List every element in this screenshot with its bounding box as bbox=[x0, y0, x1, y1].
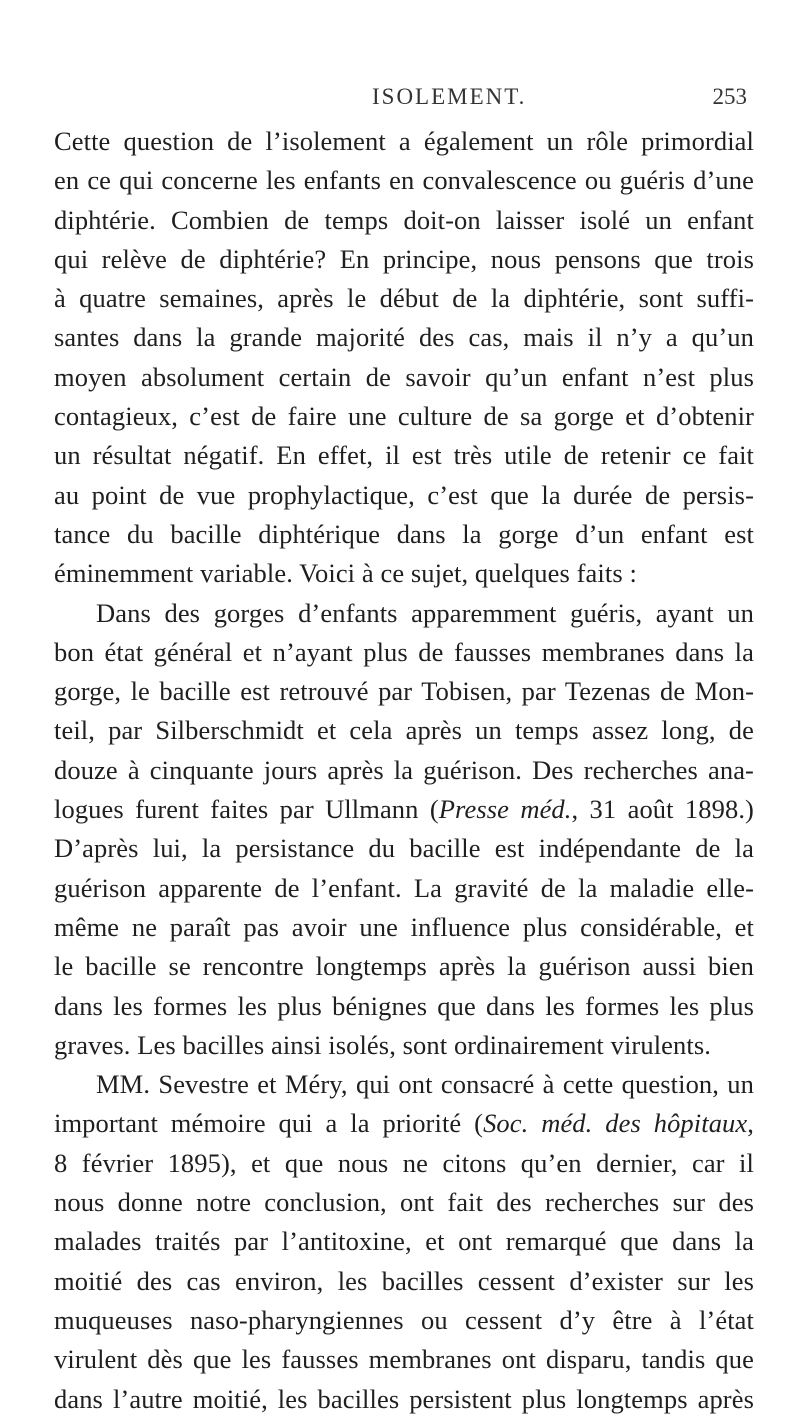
text-line: douze à cinquante jours après la guérison. Des recherches ana- bbox=[54, 754, 754, 785]
text-line: en ce qui concerne les enfants en convalescence ou guéris d’une bbox=[54, 165, 754, 196]
text-line: éminemment variable. Voici à ce sujet, quelques faits : bbox=[54, 558, 637, 589]
text-line: graves. Les bacilles ainsi isolés, sont ordinairement virulents. bbox=[54, 1029, 711, 1060]
text-line: D’après lui, la persistance du bacille est indépendante de la bbox=[54, 833, 754, 864]
text-line: moitié des cas environ, les bacilles cessent d’exister sur les bbox=[54, 1265, 754, 1296]
text-line: moyen absolument certain de savoir qu’un enfant n’est plus bbox=[54, 361, 754, 392]
text-after-italic: , 31 août 1898.) bbox=[571, 794, 754, 825]
text-line: à quatre semaines, après le début de la diphtérie, sont suffi- bbox=[54, 283, 754, 314]
text-line: dans l’autre moitié, les bacilles persistent plus longtemps après bbox=[54, 1383, 754, 1414]
text-line: gorge, le bacille est retrouvé par Tobisen, par Tezenas de Mon- bbox=[54, 676, 754, 707]
text-line: contagieux, c’est de faire une culture de sa gorge et d’obtenir bbox=[54, 401, 754, 432]
journal-reference: Soc. méd. des hôpitaux bbox=[483, 1108, 748, 1139]
running-title: ISOLEMENT. bbox=[372, 84, 527, 109]
text-line: qui relève de diphtérie? En principe, nous pensons que trois bbox=[54, 243, 754, 274]
citation-line bbox=[54, 790, 754, 829]
text-line: bon état général et n’ayant plus de fausses membranes dans la bbox=[54, 636, 754, 667]
text-line: au point de vue prophylactique, c’est que la durée de persis- bbox=[54, 479, 754, 510]
text-after-italic: , bbox=[747, 1108, 754, 1139]
page-number: 253 bbox=[712, 84, 747, 109]
paragraph-start-line: MM. Sevestre et Méry, qui ont consacré à cette question, un bbox=[96, 1069, 754, 1100]
text-line: teil, par Silberschmidt et cela après un temps assez long, de bbox=[54, 715, 754, 746]
text-line: muqueuses naso-pharyngiennes ou cessent d’y être à l’état bbox=[54, 1304, 754, 1335]
text-before-italic: important mémoire qui a la priorité ( bbox=[54, 1108, 484, 1139]
paragraph-start-line: Dans des gorges d’enfants apparemment guéris, ayant un bbox=[96, 597, 754, 628]
text-line: 8 février 1895), et que nous ne citons qu’en dernier, car il bbox=[54, 1147, 754, 1178]
journal-reference: Presse méd. bbox=[438, 794, 572, 825]
text-line: guérison apparente de l’enfant. La gravité de la maladie elle- bbox=[54, 872, 754, 903]
text-line: diphtérie. Combien de temps doit-on laisser isolé un enfant bbox=[54, 204, 754, 235]
citation-line bbox=[54, 1104, 754, 1143]
text-line: santes dans la grande majorité des cas, mais il n’y a qu’un bbox=[54, 322, 754, 353]
text-line: le bacille se rencontre longtemps après la guérison aussi bien bbox=[54, 951, 754, 982]
text-line: nous donne notre conclusion, ont fait des recherches sur des bbox=[54, 1187, 754, 1218]
text-line: un résultat négatif. En effet, il est très utile de retenir ce fait bbox=[54, 440, 754, 471]
text-line: dans les formes les plus bénignes que dans les formes les plus bbox=[54, 990, 754, 1021]
text-line: même ne paraît pas avoir une influence plus considérable, et bbox=[54, 911, 754, 942]
text-line: malades traités par l’antitoxine, et ont remarqué que dans la bbox=[54, 1226, 754, 1257]
body-text bbox=[54, 122, 754, 1419]
text-before-italic: logues furent faites par Ullmann ( bbox=[54, 794, 439, 825]
text-line: tance du bacille diphtérique dans la gorge d’un enfant est bbox=[54, 518, 754, 549]
text-line: virulent dès que les fausses membranes ont disparu, tandis que bbox=[54, 1344, 754, 1375]
text-line: Cette question de l’isolement a également un rôle primordial bbox=[54, 126, 754, 156]
